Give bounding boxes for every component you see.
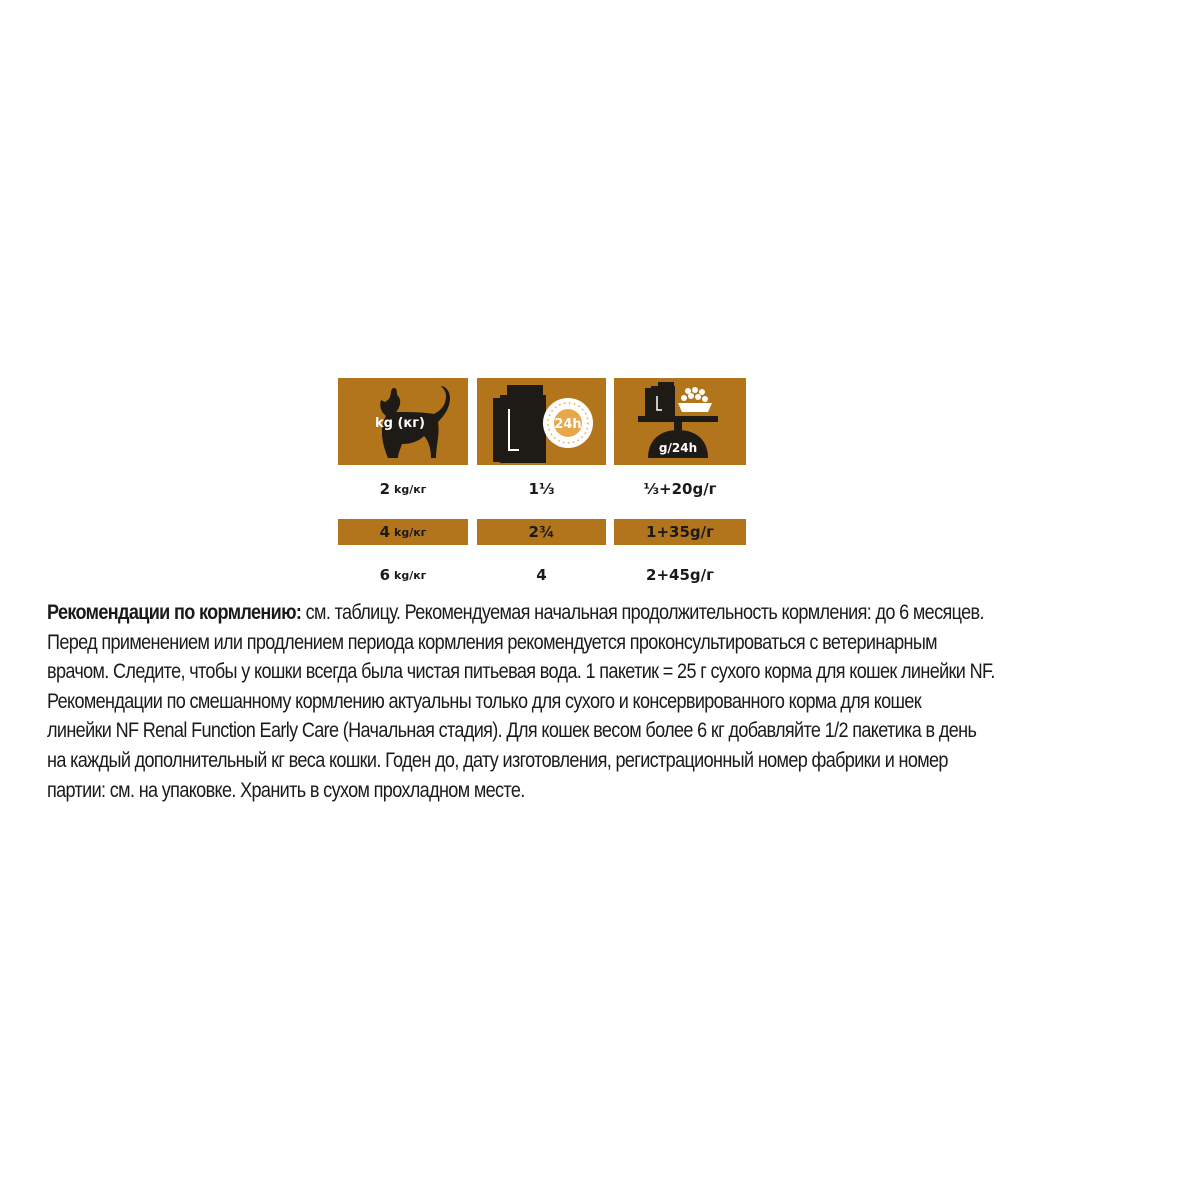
header-cat-weight bbox=[338, 378, 468, 465]
mixed-feeding-scale-icon bbox=[614, 378, 746, 465]
instructions-line: на каждый дополнительный кг веса кошки. Годен до, дату изготовления, регистрационный номер фабрики и номер bbox=[47, 748, 948, 772]
mixed-feeding-cell: ⅓+20g/г bbox=[643, 480, 717, 498]
feeding-table bbox=[338, 378, 746, 588]
svg-text:24h: 24h bbox=[554, 417, 582, 432]
svg-text:g/24h: g/24h bbox=[658, 441, 698, 455]
instructions-line: Перед применением или продлением периода кормления рекомендуется проконсультироваться с ветеринарным bbox=[47, 630, 937, 654]
mixed-feeding-cell: 2+45g/г bbox=[646, 566, 714, 584]
pouches-cell: 1⅓ bbox=[528, 480, 555, 498]
mixed-feeding-cell: 1+35g/г bbox=[614, 519, 746, 545]
pouch-per-day-icon bbox=[477, 378, 606, 465]
instructions-line: партии: см. на упаковке. Хранить в сухом прохладном месте. bbox=[47, 778, 525, 802]
weight-cell: 6 kg/кг bbox=[379, 566, 427, 584]
feeding-instructions bbox=[47, 598, 1010, 805]
header-mixed-feeding bbox=[614, 378, 746, 465]
instructions-line: см. таблицу. Рекомендуемая начальная продолжительность кормления: до 6 месяцев. bbox=[301, 601, 984, 624]
instructions-heading: Рекомендации по кормлению: bbox=[47, 601, 302, 624]
instructions-line: врачом. Следите, чтобы у кошки всегда была чистая питьевая вода. 1 пакетик = 25 г сухого корма для кошек линейки NF. bbox=[47, 660, 995, 684]
weight-cell: 4 kg/кг bbox=[338, 519, 468, 545]
cat-weight-icon bbox=[338, 378, 468, 465]
pouches-cell: 2¾ bbox=[477, 519, 606, 545]
pouches-cell: 4 bbox=[536, 566, 547, 584]
svg-text:kg (кг): kg (кг) bbox=[375, 416, 425, 431]
header-pouch-per-day bbox=[477, 378, 606, 465]
instructions-line: линейки NF Renal Function Early Care (Начальная стадия). Для кошек весом более 6 кг добавляйте 1/2 пакетика в день bbox=[47, 719, 977, 743]
instructions-line: Рекомендации по смешанному кормлению актуальны только для сухого и консервированного корма для кошек bbox=[47, 689, 922, 713]
weight-cell: 2 kg/кг bbox=[379, 480, 427, 498]
